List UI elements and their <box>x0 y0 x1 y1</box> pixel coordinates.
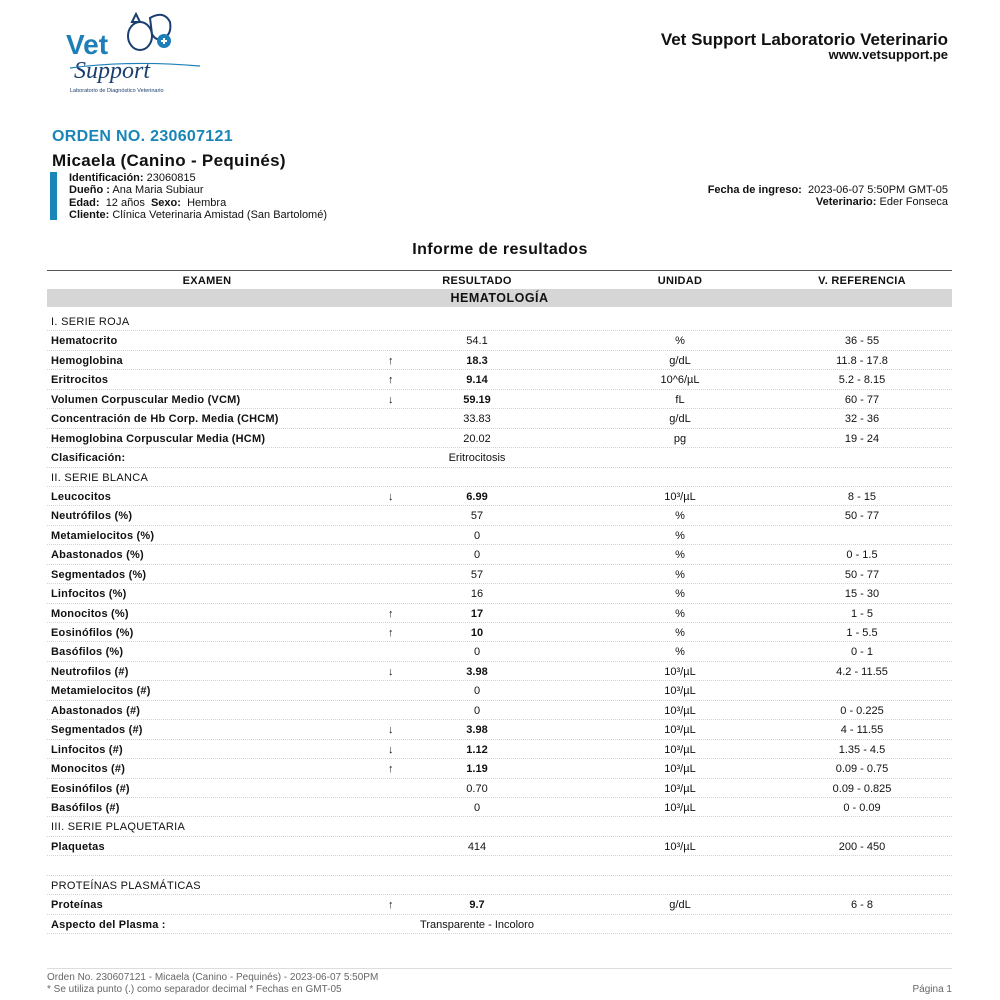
reference-range: 8 - 15 <box>847 490 877 503</box>
unit-value: g/dL <box>669 354 691 367</box>
section-hematologia: HEMATOLOGÍA <box>47 289 952 307</box>
id-value: 23060815 <box>146 172 196 184</box>
unit-value: % <box>675 627 685 639</box>
exam-name: Linfocitos (#) <box>51 743 123 756</box>
reference-range: 5.2 - 8.15 <box>838 374 886 387</box>
exam-name: Metamielocitos (#) <box>51 685 151 698</box>
result-value: 33.83 <box>463 413 491 426</box>
table-row <box>47 584 952 603</box>
reference-range: 60 - 77 <box>844 393 880 406</box>
unit-value: % <box>675 529 685 542</box>
reference-range: 4.2 - 11.55 <box>836 665 888 678</box>
unit-value: 10³/µL <box>664 685 696 698</box>
unit-value: 10³/µL <box>664 801 696 814</box>
unit-value: % <box>675 607 685 620</box>
reference-range: 32 - 36 <box>844 413 880 426</box>
arrow-up-icon: ↑ <box>388 899 394 912</box>
table-row <box>47 681 952 700</box>
result-value: 1.12 <box>466 743 488 756</box>
info-accent-bar <box>50 172 57 220</box>
date-label: Fecha de ingreso: <box>707 184 802 196</box>
result-value: 1.19 <box>466 763 488 776</box>
arrow-down-icon: ↓ <box>388 665 394 678</box>
table-row <box>47 429 952 448</box>
section-header-row <box>47 817 952 836</box>
logo-tagline: Laboratorio de Diagnóstico Veterinario <box>70 88 164 94</box>
exam-name: Metamielocitos (%) <box>51 529 155 542</box>
table-row <box>47 390 952 409</box>
unit-value: g/dL <box>669 899 691 912</box>
table-row <box>47 701 952 720</box>
section-header-row <box>47 312 952 331</box>
arrow-down-icon: ↓ <box>388 490 394 503</box>
table-row <box>47 837 952 856</box>
exam-name: Segmentados (#) <box>51 724 143 737</box>
exam-name: Clasificación: <box>51 452 126 465</box>
result-value: 59.19 <box>463 393 491 406</box>
exam-name: Neutrófilos (%) <box>51 510 133 523</box>
reference-range: 1.35 - 4.5 <box>838 743 886 756</box>
exam-name: Monocitos (%) <box>51 607 129 620</box>
arrow-down-icon: ↓ <box>388 724 394 737</box>
table-row <box>47 331 952 350</box>
results-table <box>47 312 952 934</box>
unit-value: 10³/µL <box>664 782 696 795</box>
result-value: 17 <box>470 607 484 620</box>
section-label: III. SERIE PLAQUETARIA <box>51 821 186 834</box>
footer-order-line: Orden No. 230607121 - Micaela (Canino - Pequinés) - 2023-06-07 5:50PM <box>47 972 379 983</box>
result-value: Transparente - Incoloro <box>420 918 534 931</box>
result-value: 18.3 <box>466 354 488 367</box>
result-value: 0 <box>473 529 481 542</box>
unit-value: g/dL <box>669 413 691 426</box>
exam-name: Plaquetas <box>51 840 105 853</box>
result-value: 9.14 <box>466 374 488 387</box>
unit-value: 10³/µL <box>664 763 696 776</box>
vet-value: Eder Fonseca <box>879 196 948 209</box>
table-row <box>47 370 952 389</box>
result-value: 6.99 <box>466 490 488 503</box>
result-value: Eritrocitosis <box>448 452 506 465</box>
reference-range: 1 - 5 <box>850 607 873 620</box>
result-value: 0.70 <box>466 782 488 795</box>
sex-label: Sexo: <box>150 196 181 209</box>
unit-value: 10³/µL <box>664 665 696 678</box>
unit-value: pg <box>673 432 687 445</box>
exam-name: Proteínas <box>51 899 103 912</box>
reference-range: 50 - 77 <box>844 510 880 523</box>
reference-range: 6 - 8 <box>850 899 873 912</box>
result-value: 414 <box>467 840 487 853</box>
reference-range: 200 - 450 <box>838 840 886 853</box>
date-value: 2023-06-07 5:50PM GMT-05 <box>807 184 948 196</box>
result-value: 0 <box>473 646 481 659</box>
exam-name: Monocitos (#) <box>51 763 126 776</box>
client-label: Cliente: <box>69 208 110 221</box>
reference-range: 1 - 5.5 <box>846 627 878 639</box>
table-row <box>47 895 952 914</box>
exam-name: Linfocitos (%) <box>51 588 127 601</box>
order-number: ORDEN NO. 230607121 <box>52 128 233 145</box>
table-row <box>47 526 952 545</box>
col-unit: UNIDAD <box>657 275 703 287</box>
exam-name: Volumen Corpuscular Medio (VCM) <box>51 393 241 406</box>
footer-note: * Se utiliza punto (.) como separador decimal * Fechas en GMT-05 <box>47 984 342 995</box>
section-header-row <box>47 468 952 487</box>
unit-value: % <box>675 588 685 601</box>
table-row <box>47 779 952 798</box>
exam-name: Leucocitos <box>51 490 112 503</box>
result-value: 57 <box>470 510 484 523</box>
result-value: 0 <box>473 704 481 717</box>
result-value: 10 <box>470 627 484 639</box>
reference-range: 0.09 - 0.75 <box>835 763 889 776</box>
table-row <box>47 506 952 525</box>
table-row <box>47 448 952 467</box>
unit-value: % <box>675 568 685 581</box>
report-title: Informe de resultados <box>412 241 588 258</box>
result-value: 3.98 <box>466 724 488 737</box>
age-label: Edad: <box>69 196 100 209</box>
owner-label: Dueño : <box>69 184 110 197</box>
exam-name: Hemoglobina Corpuscular Media (HCM) <box>51 432 266 445</box>
patient-info <box>69 172 327 221</box>
page-number: Página 1 <box>912 984 952 995</box>
unit-value: 10^6/µL <box>660 374 700 387</box>
result-value: 16 <box>470 588 484 601</box>
arrow-up-icon: ↑ <box>388 354 394 367</box>
owner-value: Ana Maria Subiaur <box>112 184 204 197</box>
age-value: 12 años <box>105 196 145 209</box>
arrow-up-icon: ↑ <box>388 627 394 639</box>
arrow-up-icon: ↑ <box>388 763 394 776</box>
table-header <box>47 270 952 290</box>
table-row <box>47 604 952 623</box>
reference-range: 15 - 30 <box>844 588 880 601</box>
exam-name: Abastonados (%) <box>51 549 144 562</box>
section-label: II. SERIE BLANCA <box>51 471 149 484</box>
reference-range: 0.09 - 0.825 <box>832 782 892 795</box>
arrow-up-icon: ↑ <box>388 374 394 387</box>
result-value: 20.02 <box>463 432 491 445</box>
exam-name: Hemoglobina <box>51 354 123 367</box>
result-value: 0 <box>473 801 481 814</box>
exam-name: Neutrofilos (#) <box>51 665 129 678</box>
unit-value: 10³/µL <box>664 840 696 853</box>
table-row <box>47 487 952 506</box>
result-value: 0 <box>473 685 481 698</box>
reference-range: 19 - 24 <box>844 432 880 445</box>
intake-info <box>708 184 948 209</box>
table-row <box>47 565 952 584</box>
reference-range: 50 - 77 <box>844 568 880 581</box>
unit-value: 10³/µL <box>664 704 696 717</box>
exam-name: Segmentados (%) <box>51 568 147 581</box>
table-row <box>47 545 952 564</box>
reference-range: 0 - 1.5 <box>846 549 878 562</box>
arrow-up-icon: ↑ <box>388 607 394 620</box>
result-value: 57 <box>470 568 484 581</box>
unit-value: % <box>675 646 685 659</box>
exam-name: Abastonados (#) <box>51 704 141 717</box>
result-value: 0 <box>473 549 481 562</box>
result-value: 9.7 <box>469 899 485 912</box>
unit-value: % <box>675 549 685 562</box>
table-row <box>47 798 952 817</box>
result-value: 3.98 <box>466 665 488 678</box>
arrow-down-icon: ↓ <box>388 393 394 406</box>
client-value: Clínica Veterinaria Amistad (San Bartolomé) <box>112 208 328 221</box>
pets-illustration-icon <box>128 14 171 50</box>
id-label: Identificación: <box>69 172 144 184</box>
section-header-row <box>47 876 952 895</box>
reference-range: 0 - 0.225 <box>840 704 884 717</box>
unit-value: % <box>675 510 685 523</box>
table-row <box>47 662 952 681</box>
footer-divider <box>47 968 952 969</box>
exam-name: Eosinófilos (%) <box>51 627 134 639</box>
sex-value: Hembra <box>187 196 227 209</box>
unit-value: % <box>675 335 685 348</box>
unit-value: fL <box>675 393 685 406</box>
table-row <box>47 856 952 875</box>
table-row <box>47 351 952 370</box>
logo-word-vet: Vet <box>66 29 109 60</box>
exam-name: Basófilos (%) <box>51 646 124 659</box>
exam-name: Eritrocitos <box>51 374 109 387</box>
patient-name: Micaela (Canino - Pequinés) <box>52 151 286 170</box>
vetsupport-logo <box>60 8 210 98</box>
unit-value: 10³/µL <box>664 743 696 756</box>
reference-range: 0 - 1 <box>850 646 873 659</box>
table-row <box>47 740 952 759</box>
section-label: PROTEÍNAS PLASMÁTICAS <box>51 879 201 892</box>
exam-name: Hematocrito <box>51 335 118 348</box>
table-row <box>47 720 952 739</box>
exam-name: Basófilos (#) <box>51 801 120 814</box>
vet-label: Veterinario: <box>815 196 877 209</box>
table-row <box>47 642 952 661</box>
exam-name: Eosinófilos (#) <box>51 782 130 795</box>
col-exam: EXAMEN <box>182 275 232 287</box>
lab-name: Vet Support Laboratorio Veterinario <box>660 30 948 49</box>
table-row <box>47 623 952 642</box>
table-row <box>47 409 952 428</box>
reference-range: 0 - 0.09 <box>843 801 881 814</box>
col-result: RESULTADO <box>442 275 512 287</box>
section-label: I. SERIE ROJA <box>51 316 130 328</box>
exam-name: Concentración de Hb Corp. Media (CHCM) <box>51 413 279 426</box>
result-value: 54.1 <box>466 335 488 348</box>
unit-value: 10³/µL <box>664 724 696 737</box>
unit-value: 10³/µL <box>664 490 696 503</box>
exam-name: Aspecto del Plasma : <box>51 918 166 931</box>
reference-range: 36 - 55 <box>844 335 880 348</box>
col-reference: V. REFERENCIA <box>818 275 906 287</box>
reference-range: 11.8 - 17.8 <box>836 354 888 367</box>
table-row <box>47 759 952 778</box>
logo-word-support: Support <box>74 58 151 84</box>
reference-range: 4 - 11.55 <box>840 724 884 737</box>
lab-website: www.vetsupport.pe <box>828 47 948 62</box>
arrow-down-icon: ↓ <box>388 743 394 756</box>
table-row <box>47 915 952 934</box>
